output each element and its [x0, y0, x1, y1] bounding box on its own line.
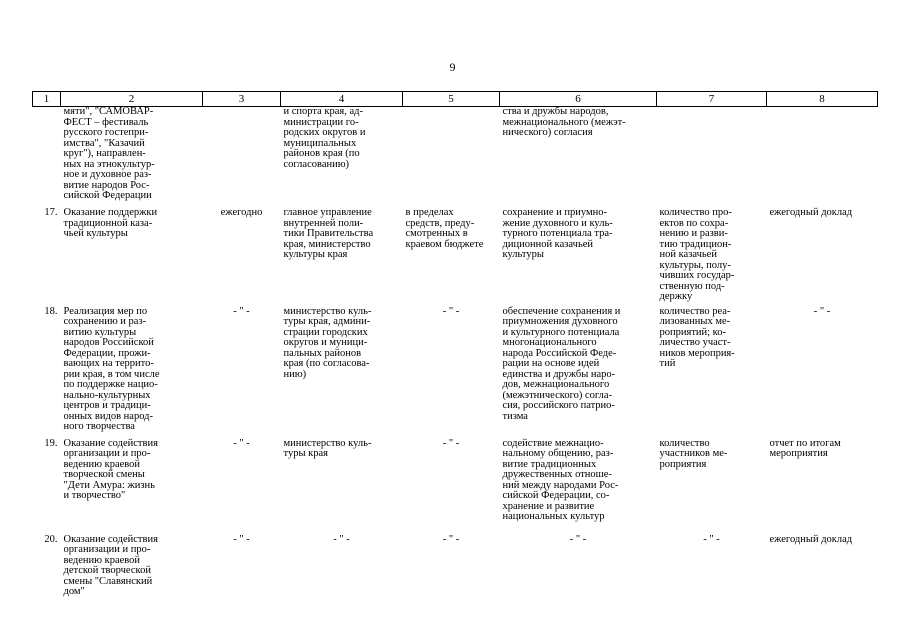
column-number-row — [33, 92, 878, 107]
responsible-executors: - " - — [333, 533, 350, 545]
row-number: 19. — [44, 437, 58, 449]
expected-result: обеспечение сохранения и приумножения духовного и культурного потенциала многонационального народа Российской Феде- рации на основе идей единства и дружбы наро- дов, межнационального (межэтнического) согла- сия, российского патрио- тизма — [502, 305, 621, 422]
report-form: отчет по итогам мероприятия — [769, 437, 841, 459]
column-number: 8 — [767, 92, 878, 107]
expected-result: - " - — [569, 533, 587, 545]
column-number: 2 — [61, 92, 203, 107]
responsible-executors: главное управление внутренней поли- тики Правительства края, министерство культуры края — [283, 207, 374, 260]
column-number: 6 — [500, 92, 657, 107]
column-number: 3 — [203, 92, 281, 107]
table-row — [33, 202, 878, 303]
measure-name: Оказание содействия организации и про- ведению краевой детской творческой смены "Славянский дом" — [63, 533, 158, 597]
expected-result: содействие межнацио- нальному общению, раз- витие традиционных дружественных отноше- ний между народами Рос- сийской Федерации, со- хранение и развитие национальных культур — [502, 437, 619, 522]
row-number: 20. — [44, 533, 58, 545]
responsible-executors: и спорта края, ад- министрации го- родских округов и муниципальных районов края (по согласованию) — [283, 106, 366, 170]
indicator: количество участников ме- роприятия — [659, 437, 728, 470]
row-number — [33, 107, 61, 203]
deadline — [203, 107, 281, 203]
responsible-executors: министерство куль- туры края — [283, 437, 372, 459]
funding-source: - " - — [442, 533, 460, 545]
measure-name: мяти", "САМОВАР- ФЕСТ – фестиваль русского гостепри- имства", "Казачий круг"), направлен- ных на этнокультур- ное и духовное раз- витие народов Рос- сийской Федерации — [63, 106, 155, 201]
deadline: - " - — [233, 437, 250, 449]
table-row-continued — [33, 107, 878, 203]
column-number: 7 — [657, 92, 767, 107]
deadline: - " - — [233, 305, 250, 317]
funding-source — [403, 107, 500, 203]
report-form: ежегодный доклад — [769, 207, 853, 218]
indicator: количество про- ектов по сохра- нению и разви- тию традицион- ной казачьей культуры, полу- чивших государ- ственную под- держку — [659, 207, 735, 302]
funding-source: - " - — [442, 437, 460, 449]
report-form: - " - — [813, 305, 831, 317]
indicator — [657, 107, 767, 203]
column-number: 4 — [281, 92, 403, 107]
measure-name: Реализация мер по сохранению и раз- витию культуры народов Российской Федерации, прожи- вающих на террито- рии края, в том числе по поддержке нацио- нально-культурных центров и традици- онных видов народ- ного творчества — [63, 305, 160, 432]
table-row — [33, 529, 878, 598]
report-form — [767, 107, 878, 203]
plan-table — [32, 91, 878, 598]
row-number: 17. — [44, 207, 58, 218]
row-number: 18. — [44, 305, 58, 317]
table-row — [33, 435, 878, 529]
page-number: 9 — [449, 60, 456, 74]
report-form: ежегодный доклад — [769, 533, 853, 545]
column-number: 5 — [403, 92, 500, 107]
measure-name: Оказание поддержки традиционной каза- чьей культуры — [63, 207, 158, 239]
indicator: количество реа- лизованных ме- роприятий; ко- личество участ- ников мероприя- тий — [659, 305, 735, 369]
expected-result: ства и дружбы народов, межнационального (межэт- нического) согласия — [502, 106, 626, 138]
expected-result: сохранение и приумно- жение духовного и куль- турного потенциала тра- диционной казачьей культуры — [502, 207, 613, 260]
funding-source: в пределах средств, преду- смотренных в краевом бюджете — [405, 207, 484, 250]
column-number: 1 — [33, 92, 61, 107]
deadline: - " - — [233, 533, 250, 545]
measure-name: Оказание содействия организации и про- ведению краевой творческой смены "Дети Амура: жизнь и творчество" — [63, 437, 158, 501]
indicator: - " - — [703, 533, 720, 545]
funding-source: - " - — [442, 305, 460, 317]
responsible-executors: министерство куль- туры края, админи- страции городских округов и муници- пальных районов края (по согласова- нию) — [283, 305, 372, 380]
table-row — [33, 303, 878, 435]
deadline: ежегодно — [220, 207, 263, 218]
